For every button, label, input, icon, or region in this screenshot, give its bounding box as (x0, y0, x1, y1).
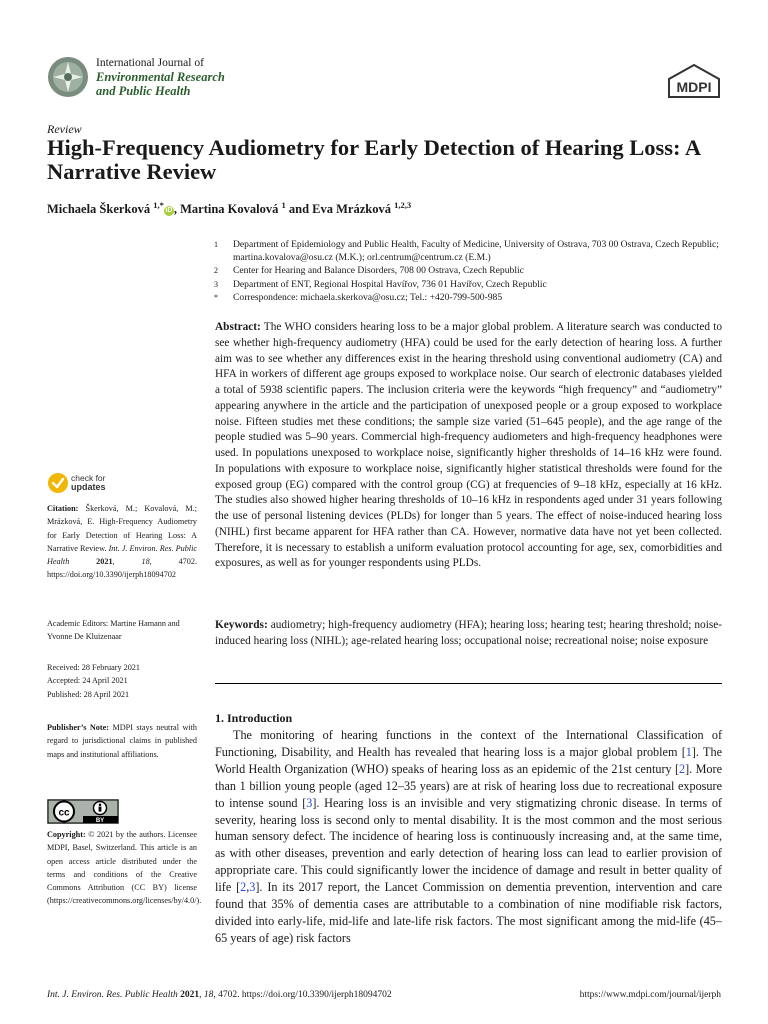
reference-link[interactable]: 1 (685, 744, 692, 759)
affiliation-text: Department of Epidemiology and Public Health, Faculty of Medicine, University of Ostrava, 703 00 Ostrava, Czech Republic; martina.kovalova@osu.cz (M.K.); orl.centrum@centrum.cz (E.M.) (233, 239, 719, 264)
author-name: Martina Kovalová (180, 202, 282, 217)
reference-link[interactable]: 3 (306, 795, 313, 810)
article-type: Review (47, 122, 82, 136)
affiliation-mark: 1 (214, 240, 218, 249)
author-list (47, 200, 411, 217)
publisher-note-label: Publisher’s Note: (47, 723, 109, 732)
affiliation-item (214, 291, 724, 304)
footer-citation: Int. J. Environ. Res. Public Health 2021, 18, 4702. https://doi.org/10.3390/ijerph18094702 (47, 990, 392, 1000)
citation: Citation: Škerková, M.; Kovalová, M.; Mrázková, E. High-Frequency Audiometry for Early Detection of Hearing Loss: A Narrative Review. Int. J. Environ. Res. Public Health 2021, 18, 4702. https://doi.org/10.3390/ijerph18094702 (47, 504, 197, 580)
check-for-updates-button[interactable] (47, 472, 167, 494)
cc-by-label: BY (95, 818, 105, 824)
intro-text: ]. More than 1 billion young people (aged 12–35 years) are at risk of hearing loss due to recreational exposure to intense sound [ (215, 761, 722, 810)
affiliation-text: Correspondence: michaela.skerkova@osu.cz; Tel.: +420-799-500-985 (233, 291, 503, 303)
orcid-icon[interactable]: iD (165, 207, 173, 215)
section-divider (215, 683, 722, 684)
journal-logo-icon (47, 56, 89, 98)
intro-text: ]. In its 2017 report, the Lancet Commission on dementia prevention, intervention and care found that 35% of dementia cases are attributable to a combination of nine modifiable risk factors, divided into early-life, mid-life and late-life risk factors. The most significant among the mid-life (45–65 years of age) risk factors (215, 880, 722, 945)
author-name: Eva Mrázková (312, 202, 395, 217)
author-separator: , (173, 202, 181, 217)
section-heading-introduction: 1. Introduction (215, 711, 293, 725)
affiliation-mark: 2 (214, 266, 218, 276)
publisher-note (47, 721, 197, 761)
affiliation-text: Center for Hearing and Balance Disorders, 708 00 Ostrava, Czech Republic (233, 265, 524, 277)
footer-journal-url[interactable]: https://www.mdpi.com/journal/ijerph (579, 990, 721, 1000)
abstract-label: Abstract: (215, 321, 261, 333)
reference-link[interactable]: 3 (249, 880, 256, 895)
author-affiliation-mark: 1 (281, 200, 286, 210)
copyright-notice (47, 828, 202, 908)
keywords-label: Keywords: (215, 619, 268, 631)
publisher-note-text: MDPI stays neutral with regard to jurisdictional claims in published maps and institutional affiliations. (47, 723, 197, 759)
journal-name-line2: and Public Health (96, 83, 191, 98)
affiliation-text: Department of ENT, Regional Hospital Havířov, 736 01 Havířov, Czech Republic (233, 278, 547, 290)
citation-text: Škerková, M.; Kovalová, M.; Mrázková, E. High-Frequency Audiometry for Early Detection of Hearing Loss: A Narrative Review. (47, 504, 197, 553)
footer-doi-link[interactable]: , 4702. https://doi.org/10.3390/ijerph18094702 (213, 990, 392, 1000)
affiliation-mark: * (214, 292, 218, 302)
received-date: Received: 28 February 2021 (47, 663, 140, 672)
author-affiliation-mark: 1,* (153, 200, 164, 210)
abstract-text: The WHO considers hearing loss to be a major global problem. A literature search was conducted to see whether high-frequency audiometry (HFA) could be used for the early detection of hearing loss. A further aim was to see whether any differences exist in the hearing threshold using conventional audiometry (CA) and HFA in workers of different age groups exposed to workplace noise. Our search of electronic databases yielded a total of 5938 scientific papers. The inclusion criteria were the keywords “high frequency” and “audiometry” appearing anywhere in the article and the participation of unexposed people or a group exposed to workplace noise. Fifteen studies met these conditions; the sample size varied (51–645 people), and the age range of the people studied was 5–90 years. Commercial high-frequency audiometers and high-frequency headphones were used. In populations unexposed to workplace noise, significantly higher thresholds of 14–16 kHz were found. In populations with exposure to workplace noise, significantly higher statistical thresholds were found for the exposed group (EG) compared with the control group (CG) at frequencies of 9–18 kHz, especially at 16 kHz. The studies also showed higher hearing thresholds of 10–16 kHz in respondents aged under 31 years following the use of personal listening devices (PLDs) for longer than 5 years. The effect of noise-induced hearing loss (NIHL) first became apparent for HFA rather than CA. However, normative data have not yet been collected. Therefore, it is necessary to establish a uniform evaluation protocol accounting for age, sex, comorbidities and exposures, as well as for younger respondents using PLDs. (215, 321, 722, 570)
affiliation-item (214, 264, 724, 277)
citation-doi[interactable]: , 4702. https://doi.org/10.3390/ijerph18094702 (47, 557, 197, 580)
affiliation-item (214, 238, 724, 264)
keywords-text: audiometry; high-frequency audiometry (HFA); hearing loss; hearing test; hearing threshold; noise-induced hearing loss (NIHL); age-related hearing loss; occupational noise; recreational noise; noise exposure (215, 619, 723, 647)
accepted-date: Accepted: 24 April 2021 (47, 676, 128, 686)
journal-name-line1: Environmental Research (96, 70, 225, 84)
check-for-label: check for (71, 473, 106, 483)
journal-prefix: International Journal of (96, 57, 204, 69)
published-date: Published: 28 April 2021 (47, 689, 130, 699)
mdpi-logo-icon (666, 64, 722, 98)
svg-text:cc: cc (58, 807, 70, 819)
footer-year: 2021 (180, 990, 200, 1000)
affiliations (214, 238, 724, 304)
article-title: High-Frequency Audiometry for Early Detection of Hearing Loss: A Narrative Review (47, 135, 700, 184)
affiliation-mark: 3 (214, 279, 218, 289)
reference-link[interactable]: 2 (679, 761, 686, 776)
copyright-text: © 2021 by the authors. Licensee MDPI, Basel, Switzerland. This article is an open access article distributed under the terms and conditions of the Creative Commons Attribution (CC BY) license (https://creativecommons.org/licenses/by/4.0/). (47, 830, 202, 906)
author-name: Michaela Škerková (47, 202, 154, 217)
author-separator: and (285, 202, 313, 217)
academic-editors: Academic Editors: Martine Hamann and Yvonne De Kluizenaar (47, 619, 180, 642)
intro-text: ]. Hearing loss is an invisible and very stigmatizing chronic disease. In terms of severity, hearing loss is second only to mental disability. It is the most common and the most serious human sensory defect. The incidence of hearing loss is continuously increasing and, at the same time, as with other diseases, prevention and early detection of hearing loss can lead to earlier provision of appropriate care. This could significantly lower the incidence of damage and result in better quality of life [ (215, 795, 722, 895)
journal-name (96, 71, 225, 98)
intro-text: , (246, 880, 250, 895)
intro-text: The monitoring of hearing functions in the context of the International Classification of Functioning, Disability, and Health has revealed that hearing loss is a major global problem [ (215, 728, 722, 759)
intro-text: ]. The World Health Organization (WHO) speaks of hearing loss as an epidemic of the 21st century [ (215, 744, 722, 776)
mdpi-logo-text: MDPI (676, 79, 712, 95)
updates-label: updates (71, 482, 106, 492)
citation-volume: 18 (141, 557, 150, 567)
abstract (215, 320, 722, 572)
copyright-label: Copyright: (47, 830, 86, 839)
citation-year: 2021 (96, 557, 113, 567)
cc-by-license-icon[interactable] (47, 799, 119, 824)
affiliation-item (214, 278, 724, 291)
keywords (215, 618, 722, 650)
introduction-paragraph (215, 727, 722, 947)
check-updates-icon (47, 472, 69, 494)
footer-volume: 18 (203, 990, 214, 1000)
author-affiliation-mark: 1,2,3 (394, 200, 412, 210)
citation-journal: Int. J. Environ. Res. Public Health (47, 543, 197, 567)
citation-label: Citation: (47, 504, 79, 513)
publication-dates (47, 661, 197, 701)
footer-journal: Int. J. Environ. Res. Public Health (47, 990, 178, 1000)
reference-link[interactable]: 2 (240, 880, 247, 895)
